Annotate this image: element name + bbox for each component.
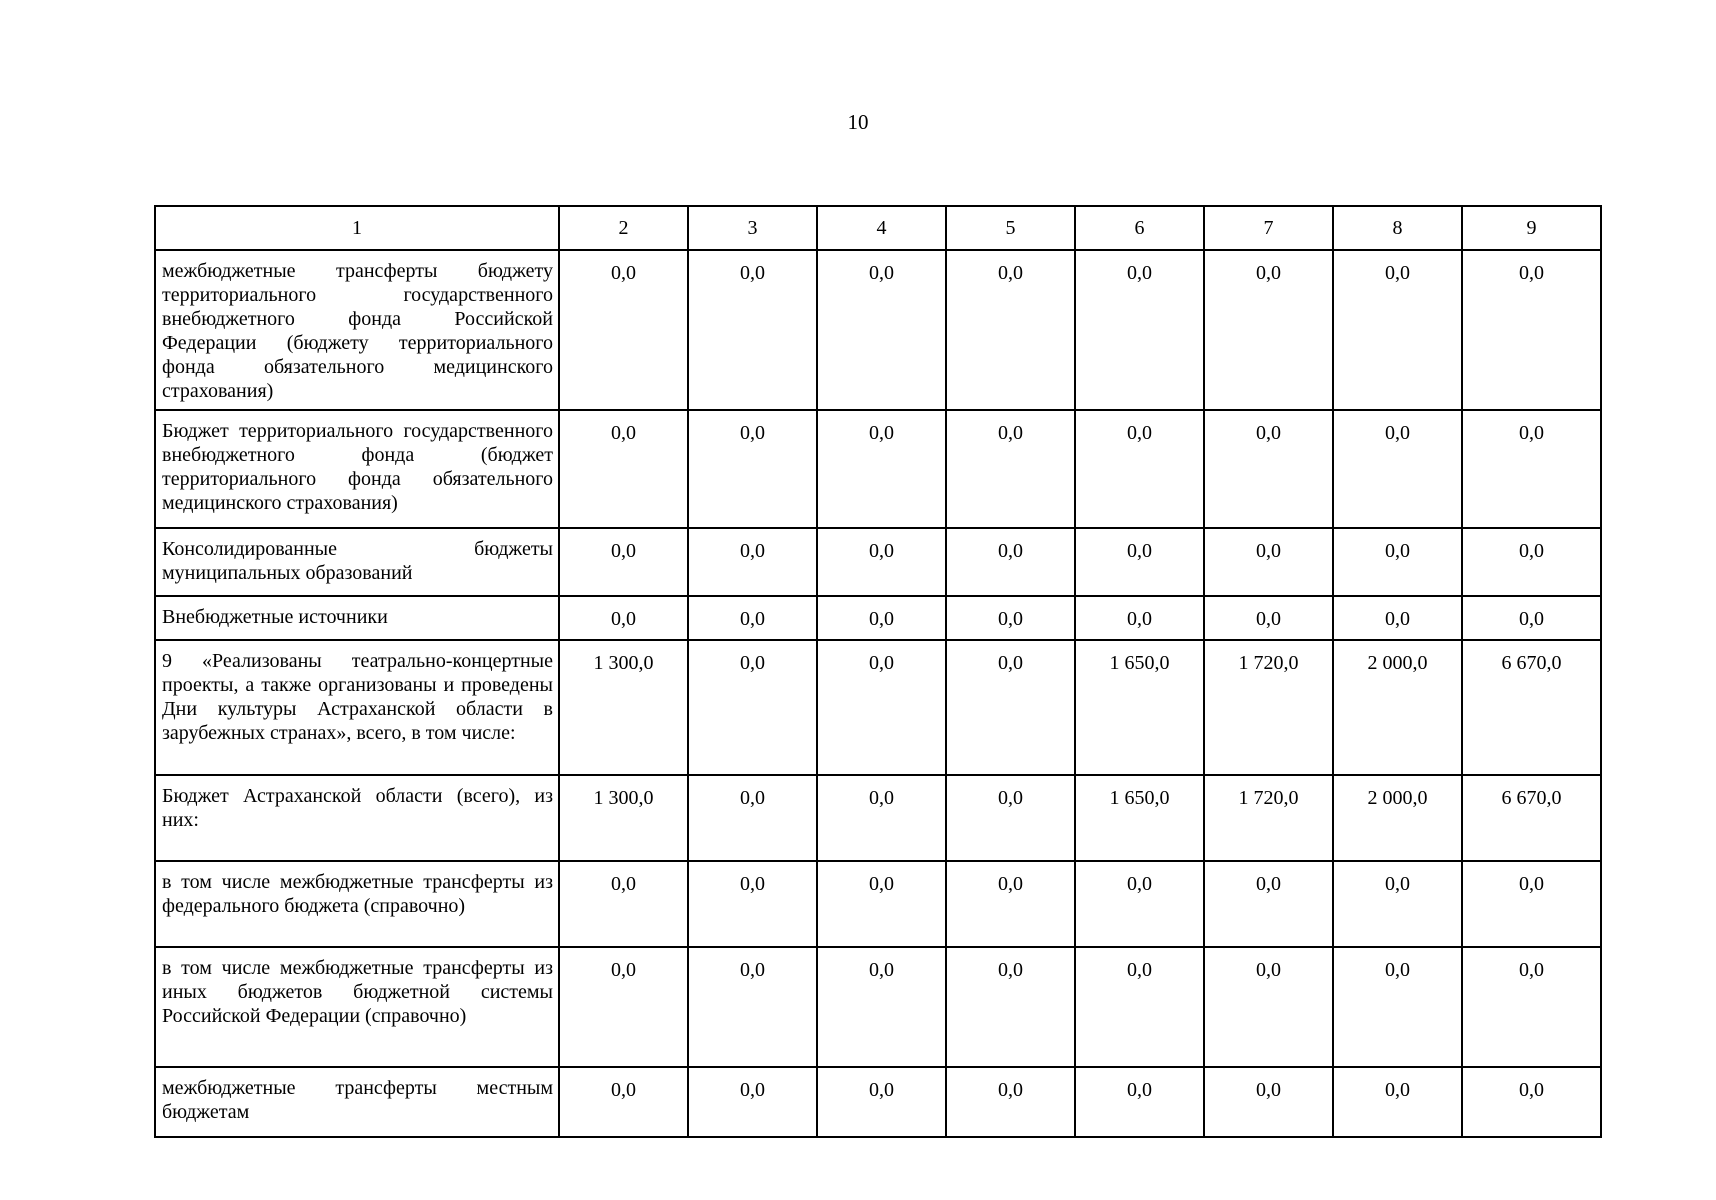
table-row [155,775,1601,861]
table-row [155,861,1601,947]
column-header: 5 [946,206,1075,250]
cell-value: 0,0 [946,1067,1075,1137]
cell-value: 0,0 [946,775,1075,861]
cell-value: 0,0 [817,861,946,947]
table-row [155,596,1601,640]
cell-value: 0,0 [946,640,1075,775]
table-row [155,528,1601,596]
cell-value: 0,0 [688,528,817,596]
cell-value: 0,0 [559,596,688,640]
cell-value: 2 000,0 [1333,640,1462,775]
cell-value: 0,0 [1075,410,1204,528]
column-header: 8 [1333,206,1462,250]
cell-value: 0,0 [1333,410,1462,528]
row-label: Бюджет территориального государственного внебюджетного фонда (бюджет территориального фонда обязательного медицинского страхования) [155,410,559,528]
cell-value: 0,0 [817,640,946,775]
cell-value: 0,0 [1075,947,1204,1067]
cell-value: 0,0 [946,947,1075,1067]
column-header: 1 [155,206,559,250]
cell-value: 0,0 [559,1067,688,1137]
row-label: Консолидированные бюджеты муниципальных образований [155,528,559,596]
cell-value: 0,0 [688,1067,817,1137]
row-label: 9 «Реализованы театрально-концертные проекты, а также организованы и проведены Дни культуры Астраханской области в зарубежных странах», всего, в том числе: [155,640,559,775]
table-row [155,410,1601,528]
column-header: 7 [1204,206,1333,250]
table-header-row [155,206,1601,250]
cell-value: 0,0 [1204,410,1333,528]
cell-value: 1 300,0 [559,775,688,861]
cell-value: 0,0 [817,250,946,410]
cell-value: 0,0 [1462,410,1601,528]
cell-value: 0,0 [688,410,817,528]
cell-value: 0,0 [1204,528,1333,596]
column-header: 4 [817,206,946,250]
cell-value: 0,0 [1462,861,1601,947]
cell-value: 1 300,0 [559,640,688,775]
cell-value: 1 650,0 [1075,640,1204,775]
cell-value: 0,0 [946,250,1075,410]
cell-value: 0,0 [1462,1067,1601,1137]
cell-value: 0,0 [1333,1067,1462,1137]
cell-value: 0,0 [688,947,817,1067]
page-number: 10 [847,110,869,134]
cell-value: 6 670,0 [1462,640,1601,775]
row-label: в том числе межбюджетные трансферты из иных бюджетов бюджетной системы Российской Федерации (справочно) [155,947,559,1067]
table-row [155,250,1601,410]
column-header: 3 [688,206,817,250]
cell-value: 0,0 [817,947,946,1067]
cell-value: 0,0 [688,640,817,775]
cell-value: 0,0 [1075,250,1204,410]
cell-value: 0,0 [946,596,1075,640]
cell-value: 0,0 [1204,947,1333,1067]
table-row [155,947,1601,1067]
row-label: в том числе межбюджетные трансферты из федерального бюджета (справочно) [155,861,559,947]
cell-value: 0,0 [817,775,946,861]
cell-value: 2 000,0 [1333,775,1462,861]
cell-value: 0,0 [1075,1067,1204,1137]
cell-value: 0,0 [1462,947,1601,1067]
column-header: 9 [1462,206,1601,250]
cell-value: 0,0 [946,410,1075,528]
row-label: Внебюджетные источники [155,596,559,640]
cell-value: 0,0 [946,528,1075,596]
cell-value: 0,0 [688,861,817,947]
cell-value: 0,0 [1204,1067,1333,1137]
budget-table [154,205,1602,1138]
cell-value: 0,0 [559,250,688,410]
cell-value: 0,0 [1333,250,1462,410]
cell-value: 0,0 [817,596,946,640]
cell-value: 0,0 [817,1067,946,1137]
cell-value: 0,0 [1462,528,1601,596]
cell-value: 0,0 [1204,250,1333,410]
cell-value: 0,0 [817,528,946,596]
cell-value: 0,0 [1333,596,1462,640]
cell-value: 0,0 [1075,861,1204,947]
cell-value: 1 720,0 [1204,640,1333,775]
cell-value: 1 720,0 [1204,775,1333,861]
cell-value: 0,0 [559,410,688,528]
cell-value: 0,0 [817,410,946,528]
row-label: Бюджет Астраханской области (всего), из них: [155,775,559,861]
cell-value: 0,0 [1333,528,1462,596]
column-header: 6 [1075,206,1204,250]
cell-value: 0,0 [688,775,817,861]
cell-value: 0,0 [1462,596,1601,640]
cell-value: 0,0 [1204,861,1333,947]
cell-value: 6 670,0 [1462,775,1601,861]
column-header: 2 [559,206,688,250]
cell-value: 0,0 [1204,596,1333,640]
table-row [155,640,1601,775]
cell-value: 1 650,0 [1075,775,1204,861]
cell-value: 0,0 [1462,250,1601,410]
row-label: межбюджетные трансферты местным бюджетам [155,1067,559,1137]
cell-value: 0,0 [946,861,1075,947]
cell-value: 0,0 [1333,861,1462,947]
cell-value: 0,0 [1075,596,1204,640]
cell-value: 0,0 [1075,528,1204,596]
cell-value: 0,0 [688,250,817,410]
row-label: межбюджетные трансферты бюджету территориального государственного внебюджетного фонда Российской Федерации (бюджету территориального фонда обязательного медицинского страхования) [155,250,559,410]
cell-value: 0,0 [559,861,688,947]
cell-value: 0,0 [1333,947,1462,1067]
table-row [155,1067,1601,1137]
cell-value: 0,0 [559,947,688,1067]
cell-value: 0,0 [688,596,817,640]
cell-value: 0,0 [559,528,688,596]
